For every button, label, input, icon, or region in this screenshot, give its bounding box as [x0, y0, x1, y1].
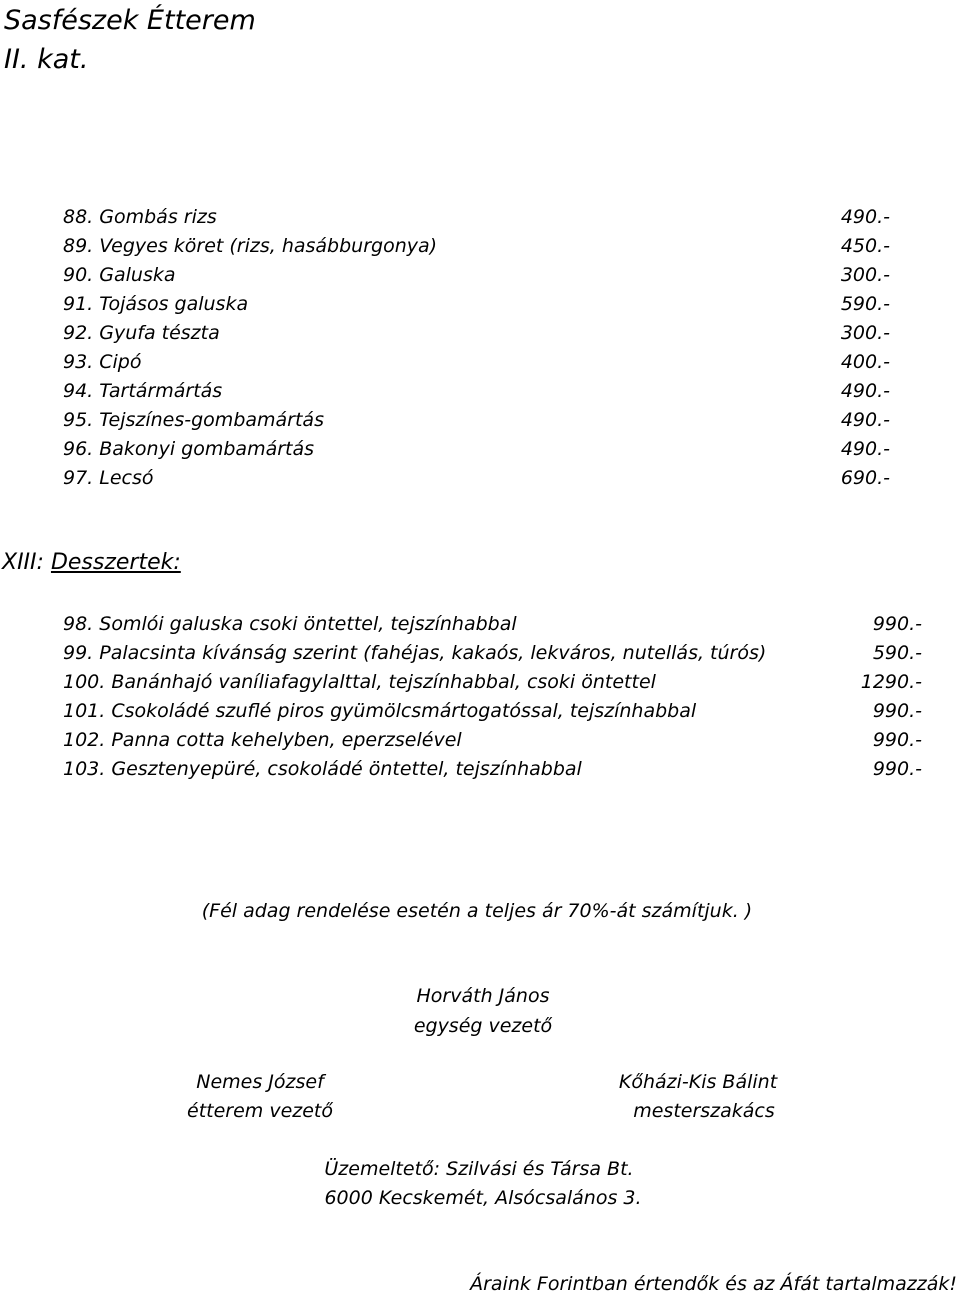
menu-item-price: 990.- [872, 729, 922, 751]
side-dish-list [63, 203, 438, 493]
menu-item-price: 490.- [840, 438, 890, 460]
menu-item-price: 300.- [840, 322, 890, 344]
restaurant-name: Sasfészek Étterem [4, 5, 256, 36]
dessert-list [63, 610, 766, 784]
menu-item-price: 990.- [872, 758, 922, 780]
unit-manager-role: egység vezető [413, 1015, 553, 1037]
half-portion-note: (Fél adag rendelése esetén a teljes ár 70%-át számítjuk. ) [201, 900, 753, 922]
menu-item-label: 98. Somlói galuska csoki öntettel, tejszínhabbal [63, 613, 517, 635]
menu-item-label: 94. Tartármártás [63, 380, 223, 402]
menu-item-price: 990.- [872, 700, 922, 722]
restaurant-category: II. kat. [4, 44, 89, 75]
menu-item-price: 300.- [840, 264, 890, 286]
operator-address: 6000 Kecskemét, Alsócsalános 3. [324, 1187, 642, 1209]
menu-item-label: 93. Cipó [63, 351, 142, 373]
menu-item-label: 103. Gesztenyepüré, csokoládé öntettel, tejszínhabbal [63, 758, 582, 780]
master-chef-role: mesterszakács [633, 1100, 775, 1122]
restaurant-manager-name: Nemes József [196, 1071, 324, 1093]
menu-item-price: 400.- [840, 351, 890, 373]
menu-item-price: 490.- [840, 206, 890, 228]
section-number: XIII: [2, 550, 51, 575]
restaurant-manager-role: étterem vezető [187, 1100, 333, 1122]
menu-item-label: 92. Gyufa tészta [63, 322, 220, 344]
side-dish-prices [810, 203, 930, 493]
menu-item-label: 91. Tojásos galuska [63, 293, 249, 315]
menu-item-label: 97. Lecsó [63, 467, 154, 489]
menu-item-label: 88. Gombás rizs [63, 206, 217, 228]
menu-item-price: 490.- [840, 380, 890, 402]
section-title: Desszertek: [50, 550, 181, 575]
menu-item-label: 89. Vegyes köret (rizs, hasábburgonya) [63, 235, 438, 257]
section-heading-desserts [2, 548, 181, 578]
unit-manager-name: Horváth János [416, 985, 550, 1007]
menu-item-price: 590.- [872, 642, 922, 664]
menu-item-price: 450.- [840, 235, 890, 257]
menu-item-label: 101. Csokoládé szuflé piros gyümölcsmártogatóssal, tejszínhabbal [63, 700, 697, 722]
menu-item-label: 96. Bakonyi gombamártás [63, 438, 315, 460]
menu-item-price: 1290.- [860, 671, 922, 693]
menu-item-label: 90. Galuska [63, 264, 176, 286]
dessert-prices [840, 610, 940, 784]
operator-line: Üzemeltető: Szilvási és Társa Bt. [324, 1158, 634, 1180]
menu-item-price: 990.- [872, 613, 922, 635]
menu-item-price: 690.- [840, 467, 890, 489]
price-footnote: Áraink Forintban értendők és az Áfát tartalmazzák! [470, 1273, 957, 1295]
menu-item-label: 99. Palacsinta kívánság szerint (fahéjas, kakaós, lekváros, nutellás, túrós) [63, 642, 767, 664]
menu-item-label: 102. Panna cotta kehelyben, eperzselével [63, 729, 462, 751]
master-chef-name: Kőházi-Kis Bálint [618, 1071, 778, 1093]
menu-item-price: 490.- [840, 409, 890, 431]
menu-item-label: 95. Tejszínes-gombamártás [63, 409, 324, 431]
menu-item-price: 590.- [840, 293, 890, 315]
menu-item-label: 100. Banánhajó vaníliafagylalttal, tejszínhabbal, csoki öntettel [63, 671, 656, 693]
